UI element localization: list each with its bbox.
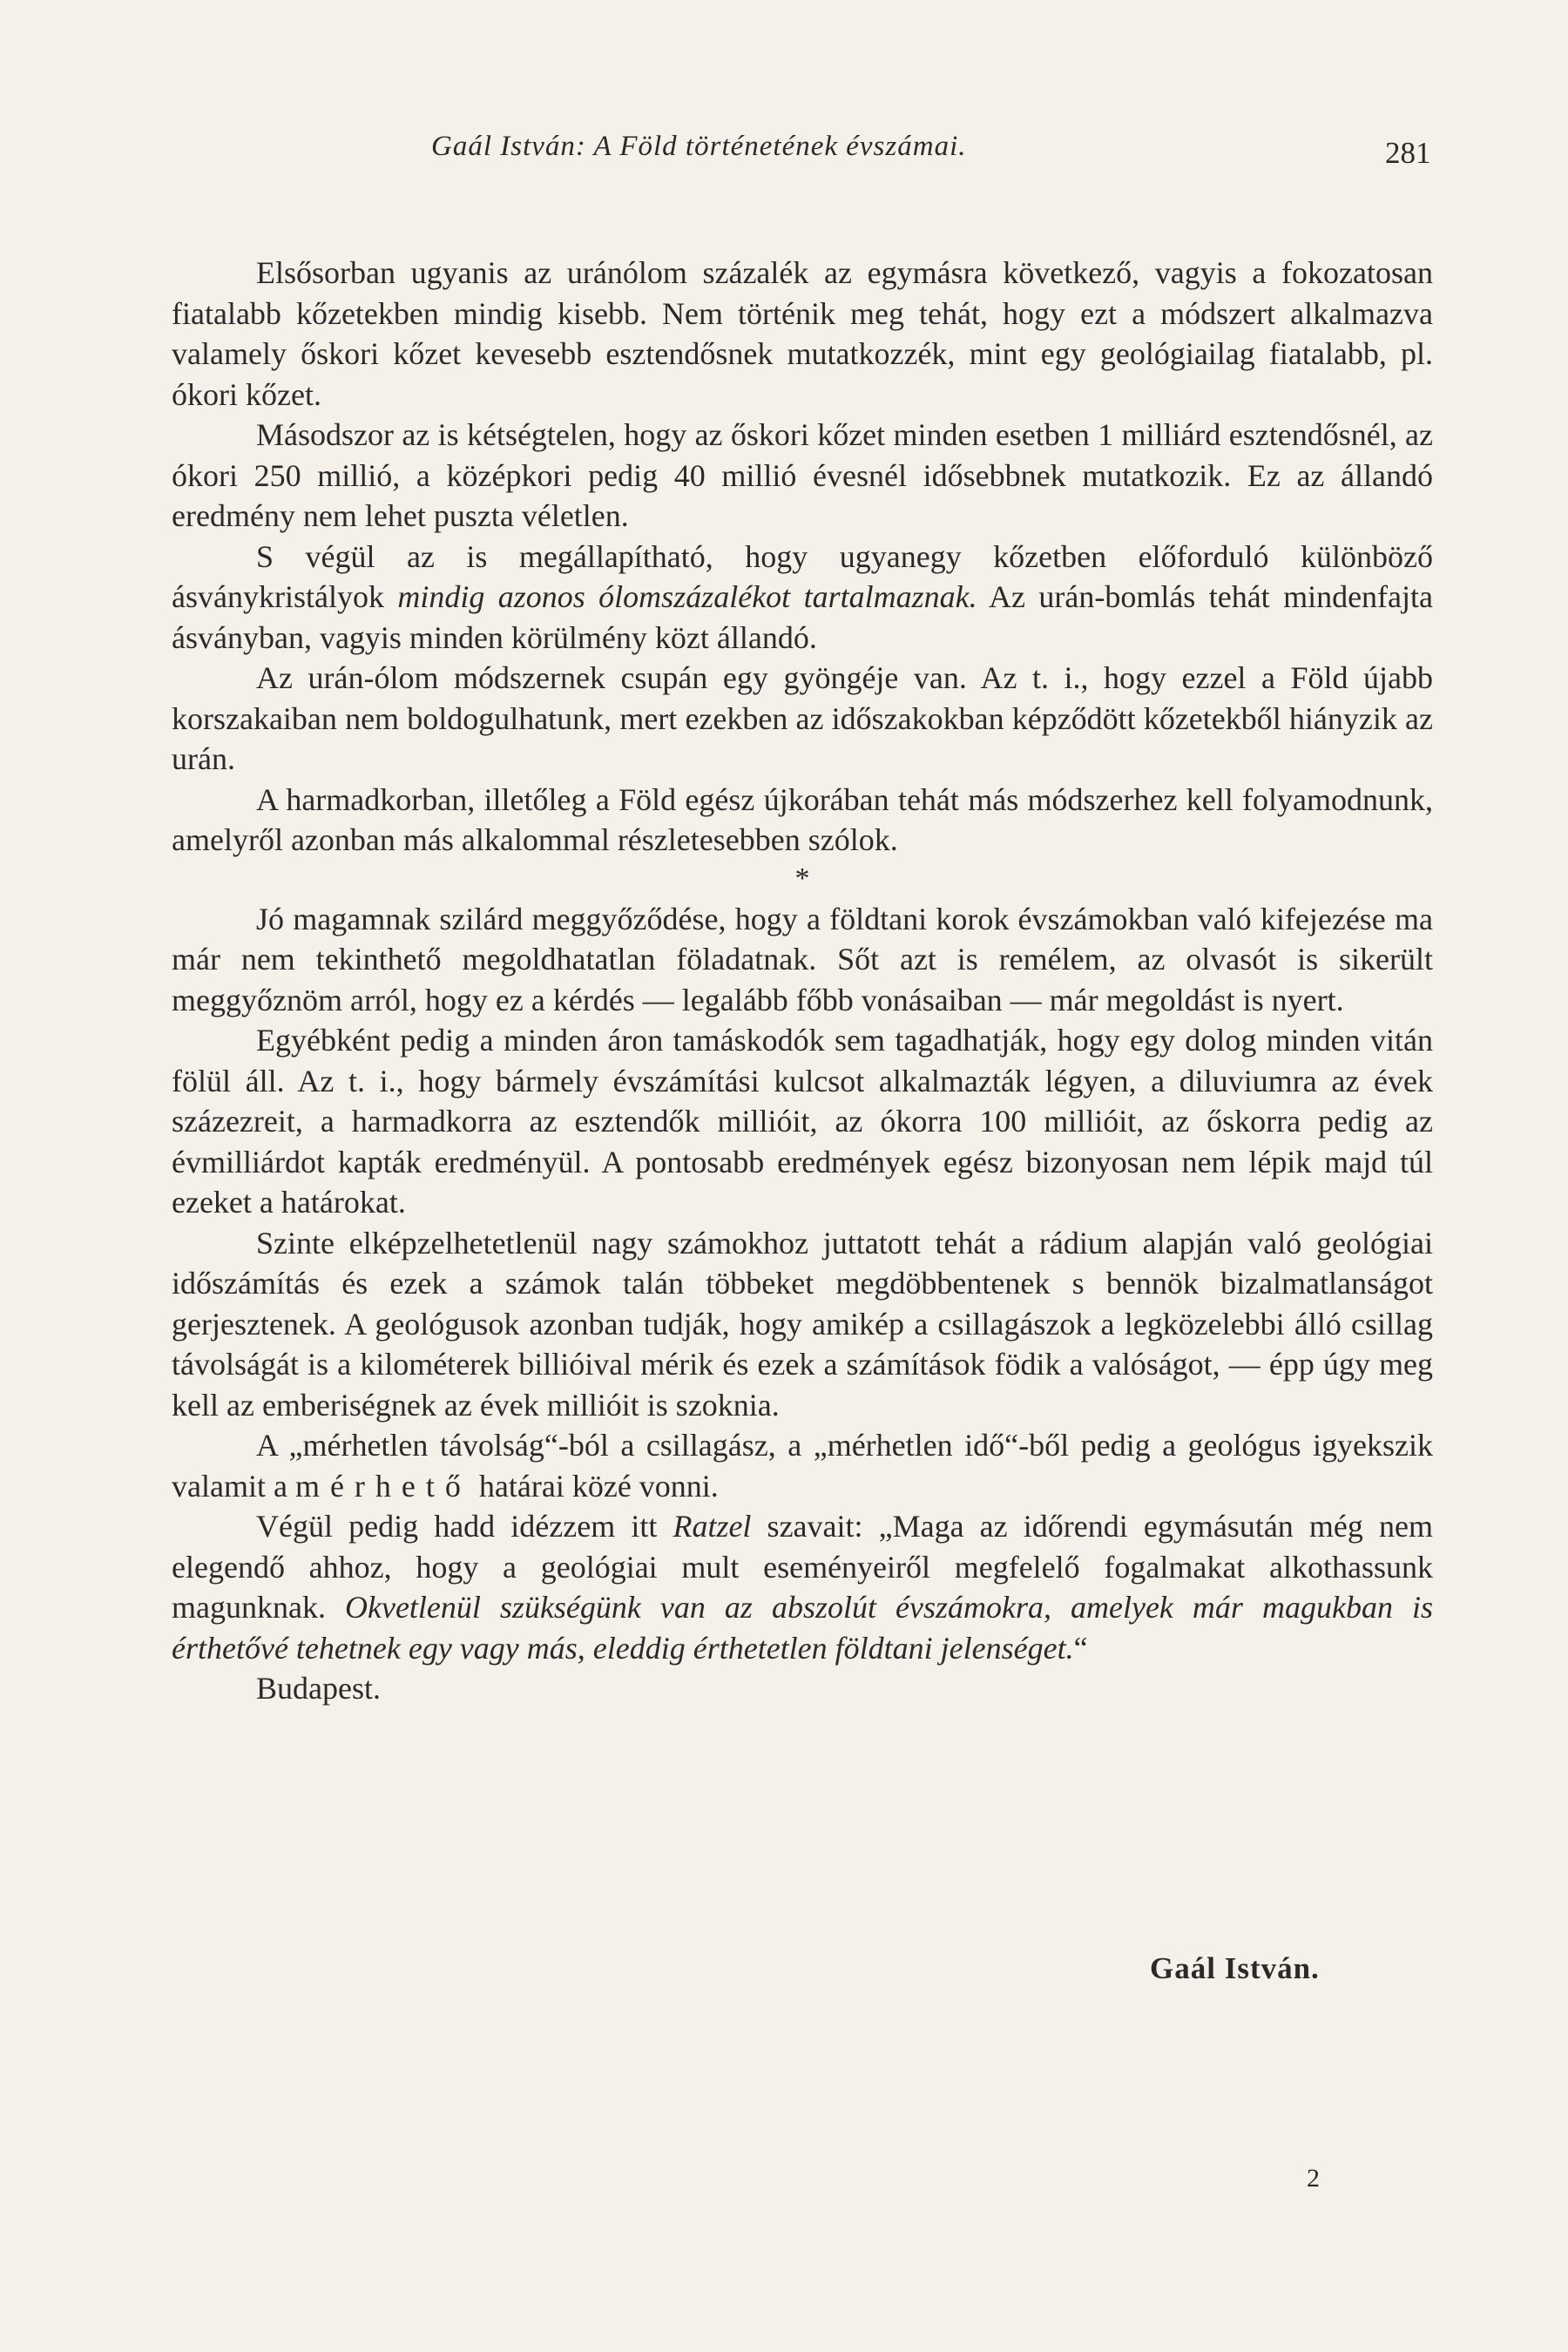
paragraph: A harmadkorban, illetőleg a Föld egész újkorában tehát más módszerhez kell folyamodnunk, amelyről azonban más alkalommal részletesebben szólok. <box>172 781 1433 857</box>
paragraph: Elsősorban ugyanis az uránólom százalék az egymásra következő, vagyis a fokozatosan fiatalabb kőzetekben mindig kisebb. Nem történik meg tehát, hogy ezt a módszert alkalmazva valamely őskori kőzet kevesebb esztendősnek mutatkozzék, mint egy geológiailag fiatalabb, pl. ókori kőzet. <box>172 255 1433 412</box>
paragraph: Egyébként pedig a minden áron tamáskodók sem tagadhatják, hogy egy dolog minden vitán fölül áll. Az t. i., hogy bármely évszámítási kulcsot alkalmazták légyen, a diluviumra az évek százezreit, a harmadkorra az esztendők millióit, az ókorra 100 millióit, az őskorra pedig az évmilliárdot kapták eredményül. A pontosabb eredmények egész bizonyosan nem lépik majd túl ezeket a határokat. <box>172 1023 1433 1220</box>
section-separator: * <box>794 862 810 895</box>
paragraph: Jó magamnak szilárd meggyőződése, hogy a földtani korok évszámokban való kifejezése ma már nem tekinthető megoldhatatlan föladatnak. Sőt azt is remélem, az olvasót is sikerült meggyőznöm arról, hogy ez a kérdés — legalább főbb vonásaiban — már megoldást is nyert. <box>172 901 1433 1017</box>
paragraph: Az urán-ólom módszernek csupán egy gyöngéje van. Az t. i., hogy ezzel a Föld újabb korszakaiban nem boldogulhatunk, mert ezekben az időszakokban képződött kőzetekből hiányzik az urán. <box>172 660 1433 776</box>
paragraph: Másodszor az is kétségtelen, hogy az őskori kőzet minden esetben 1 milliárd esztendősnél, az ókori 250 millió, a középkori pedig 40 millió évesnél idősebbnek mutatkozik. Ez az állandó eredmény nem lehet puszta véletlen. <box>172 417 1433 533</box>
author-signature: Gaál István. <box>1150 1951 1320 1985</box>
paragraph: S végül az is megállapítható, hogy ugyanegy kőzetben előforduló különböző ásványkristályok mindig azonos ólomszázalékot tartalmaznak. Az urán-bomlás tehát mindenfajta ásványban, vagyis minden körülmény közt állandó. <box>172 538 1434 655</box>
page-header <box>0 131 1568 174</box>
paragraph: Végül pedig hadd idézzem itt Ratzel szavait: „Maga az időrendi egymásután még nem elegendő ahhoz, hogy a geológiai mult eseményeiről megfelelő fogalmakat alkothassunk magunknak. Okvetlenül szükségünk van az abszolút évszámokra, amelyek már magukban is érthetővé tehetnek egy vagy más, eleddig érthetetlen földtani jelenséget.“ <box>172 1509 1433 1666</box>
article-body <box>172 253 1433 1709</box>
paragraph: A „mérhetlen távolság“-ból a csillagász, a „mérhetlen idő“-ből pedig a geológus igyekszik valamit a mérhető határai közé vonni. <box>172 1428 1433 1504</box>
signature-mark: 2 <box>1307 2164 1320 2193</box>
place-line: Budapest. <box>256 1671 381 1706</box>
paragraph: Szinte elképzelhetetlenül nagy számokhoz juttatott tehát a rádium alapján való geológiai időszámítás és ezek a számok talán többeket megdöbbentenek s bennök bizalmatlanságot gerjesztenek. A geológusok azonban tudják, hogy amikép a csillagászok a legközelebbi álló csillag távolságát is a kilométerek billióival mérik és ezek a számítások födik a valóságot, — épp úgy meg kell az emberiségnek az évek millióit is szoknia. <box>172 1225 1433 1423</box>
spaced-word: mérhető <box>294 1468 471 1504</box>
author-name: Ratzel <box>672 1509 752 1544</box>
running-title: Gaál István: A Föld történetének évszámai. <box>431 131 967 162</box>
quote-emphasis: Okvetlenül szükségünk van az abszolút évszámokra, amelyek már magukban is érthetővé tehetnek egy vagy más, eleddig érthetetlen földtani jelenséget. <box>172 1590 1433 1666</box>
emphasis: mindig azonos ólomszázalékot tartalmaznak. <box>397 579 977 614</box>
page-number: 281 <box>1385 136 1431 170</box>
